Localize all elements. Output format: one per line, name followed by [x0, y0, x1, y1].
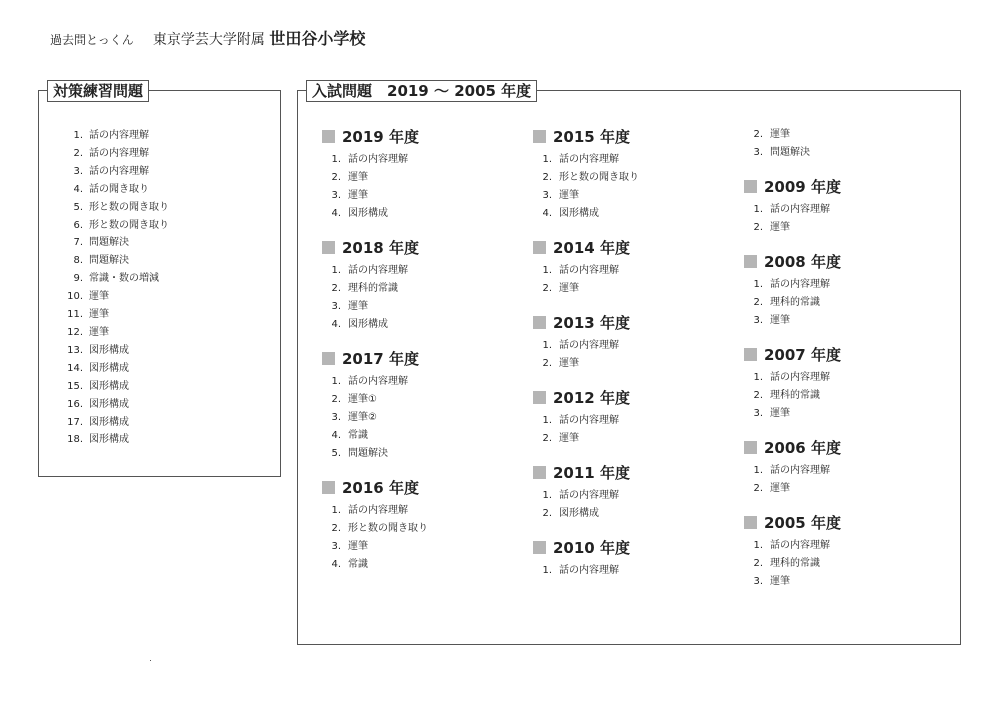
year-items	[749, 537, 944, 591]
item-label: 運筆	[770, 315, 790, 326]
item-label: 運筆	[89, 291, 109, 303]
item-number: 4.	[331, 208, 341, 219]
item-number: 1.	[753, 465, 763, 476]
gray-square-icon	[322, 241, 335, 254]
exam-item	[327, 169, 522, 187]
item-label: 運筆	[770, 129, 790, 140]
item-number: 4.	[331, 319, 341, 330]
year-label: 2008 年度	[764, 253, 841, 271]
item-label: 運筆	[559, 283, 579, 294]
year-label: 2005 年度	[764, 514, 841, 532]
year-items	[327, 151, 522, 223]
exam-item	[538, 355, 733, 373]
exam-item	[327, 538, 522, 556]
year-block	[322, 126, 522, 223]
stray-dot	[150, 660, 151, 661]
year-heading	[744, 344, 944, 366]
gray-square-icon	[533, 241, 546, 254]
year-block	[744, 176, 944, 237]
practice-item	[65, 234, 169, 252]
item-number: 1.	[542, 154, 552, 165]
year-heading	[744, 251, 944, 273]
item-number: 2.	[753, 390, 763, 401]
year-heading	[533, 537, 733, 559]
item-label: 常識	[348, 430, 368, 441]
year-heading	[533, 312, 733, 334]
exam-column-3	[744, 126, 944, 605]
exam-item	[538, 187, 733, 205]
practice-item	[65, 306, 169, 324]
year-label: 2016 年度	[342, 479, 419, 497]
item-label: 図形構成	[89, 362, 129, 374]
exam-item	[327, 373, 522, 391]
exam-item	[327, 298, 522, 316]
item-number: 15.	[67, 380, 83, 392]
year-items	[749, 201, 944, 237]
year-label: 2013 年度	[553, 314, 630, 332]
exam-item	[749, 537, 944, 555]
item-label: 図形構成	[348, 319, 388, 330]
exam-item	[327, 151, 522, 169]
year-label: 2012 年度	[553, 389, 630, 407]
item-label: 運筆	[770, 483, 790, 494]
year-items	[327, 502, 522, 574]
exam-item	[538, 487, 733, 505]
practice-item	[65, 431, 169, 449]
item-number: 2.	[331, 523, 341, 534]
year-items	[749, 369, 944, 423]
year-label: 2018 年度	[342, 239, 419, 257]
exam-item	[327, 205, 522, 223]
year-heading	[744, 437, 944, 459]
item-label: 問題解決	[89, 255, 129, 267]
item-number: 2.	[753, 129, 763, 140]
year-label: 2015 年度	[553, 128, 630, 146]
item-number: 1.	[331, 265, 341, 276]
exam-item	[749, 405, 944, 423]
item-number: 1.	[331, 154, 341, 165]
item-number: 3.	[753, 576, 763, 587]
item-number: 7.	[73, 237, 83, 249]
gray-square-icon	[533, 466, 546, 479]
year-block	[322, 348, 522, 463]
item-label: 運筆①	[348, 394, 377, 405]
item-number: 2.	[542, 433, 552, 444]
practice-problems-box	[38, 82, 281, 477]
year-items	[538, 412, 733, 448]
item-label: 話の内容理解	[89, 147, 149, 159]
item-label: 形と数の聞き取り	[559, 172, 639, 183]
practice-item	[65, 252, 169, 270]
exam-item	[538, 280, 733, 298]
item-label: 運筆	[770, 408, 790, 419]
year-items	[538, 562, 733, 580]
year-block	[533, 462, 733, 523]
year-label: 2011 年度	[553, 464, 630, 482]
exam-item	[327, 502, 522, 520]
item-number: 3.	[753, 408, 763, 419]
practice-item	[65, 396, 169, 414]
item-number: 1.	[542, 565, 552, 576]
year-block	[322, 477, 522, 574]
item-number: 3.	[331, 412, 341, 423]
practice-item	[65, 378, 169, 396]
item-label: 形と数の聞き取り	[89, 219, 169, 231]
item-label: 運筆	[348, 541, 368, 552]
exam-item	[538, 262, 733, 280]
continued-items	[749, 126, 944, 162]
item-label: 図形構成	[348, 208, 388, 219]
year-heading	[322, 348, 522, 370]
school-main-name: 世田谷小学校	[269, 29, 366, 48]
item-number: 1.	[542, 265, 552, 276]
year-items	[749, 276, 944, 330]
exam-item	[749, 276, 944, 294]
exam-item	[749, 144, 944, 162]
item-label: 話の内容理解	[348, 376, 408, 387]
item-number: 17.	[67, 416, 83, 428]
item-number: 3.	[542, 190, 552, 201]
item-label: 問題解決	[89, 237, 129, 249]
year-heading	[322, 237, 522, 259]
item-number: 1.	[542, 415, 552, 426]
item-number: 5.	[331, 448, 341, 459]
item-label: 理科的常識	[348, 283, 398, 294]
item-label: 問題解決	[770, 147, 810, 158]
item-label: 話の内容理解	[770, 204, 830, 215]
year-block	[744, 344, 944, 423]
year-heading	[744, 176, 944, 198]
exam-title: 入試問題 2019 ～ 2005 年度	[306, 80, 537, 102]
year-block	[533, 237, 733, 298]
item-label: 話の内容理解	[559, 265, 619, 276]
item-label: 理科的常識	[770, 390, 820, 401]
year-heading	[533, 126, 733, 148]
exam-item	[749, 126, 944, 144]
item-label: 図形構成	[89, 344, 129, 356]
item-label: 運筆	[770, 576, 790, 587]
item-label: 問題解決	[348, 448, 388, 459]
item-label: 常識	[348, 559, 368, 570]
year-block	[744, 512, 944, 591]
exam-item	[327, 556, 522, 574]
exam-item	[749, 201, 944, 219]
item-number: 1.	[753, 204, 763, 215]
practice-item	[65, 414, 169, 432]
item-label: 図形構成	[89, 416, 129, 428]
page-header	[50, 26, 365, 49]
exam-item	[538, 337, 733, 355]
item-number: 9.	[73, 273, 83, 285]
item-number: 2.	[331, 394, 341, 405]
year-label: 2007 年度	[764, 346, 841, 364]
item-label: 運筆	[770, 222, 790, 233]
practice-item	[65, 163, 169, 181]
item-number: 3.	[331, 190, 341, 201]
gray-square-icon	[744, 255, 757, 268]
practice-title: 対策練習問題	[47, 80, 149, 102]
year-block	[744, 251, 944, 330]
year-label: 2009 年度	[764, 178, 841, 196]
item-label: 運筆	[559, 190, 579, 201]
item-number: 2.	[753, 222, 763, 233]
exam-item	[749, 555, 944, 573]
exam-item	[327, 316, 522, 334]
series-title: 過去問とっくん	[50, 33, 134, 47]
item-label: 話の内容理解	[770, 540, 830, 551]
item-number: 2.	[542, 283, 552, 294]
year-block	[533, 126, 733, 223]
item-number: 1.	[542, 340, 552, 351]
exam-item	[327, 262, 522, 280]
year-heading	[322, 126, 522, 148]
exam-item	[538, 205, 733, 223]
exam-item	[327, 391, 522, 409]
exam-item	[538, 430, 733, 448]
year-label: 2010 年度	[553, 539, 630, 557]
practice-item	[65, 288, 169, 306]
item-label: 話の内容理解	[348, 265, 408, 276]
year-items	[327, 373, 522, 463]
year-label: 2006 年度	[764, 439, 841, 457]
year-items	[749, 462, 944, 498]
practice-item	[65, 270, 169, 288]
practice-item	[65, 324, 169, 342]
exam-column-2	[533, 126, 733, 594]
item-number: 1.	[753, 372, 763, 383]
year-block	[533, 312, 733, 373]
item-label: 話の内容理解	[559, 154, 619, 165]
exam-item	[327, 280, 522, 298]
item-label: 話の内容理解	[348, 154, 408, 165]
gray-square-icon	[744, 441, 757, 454]
item-number: 1.	[73, 130, 83, 141]
item-label: 図形構成	[559, 208, 599, 219]
gray-square-icon	[322, 481, 335, 494]
item-label: 話の内容理解	[89, 165, 149, 177]
item-number: 2.	[753, 558, 763, 569]
gray-square-icon	[533, 130, 546, 143]
exam-item	[749, 480, 944, 498]
exam-item	[749, 387, 944, 405]
item-label: 形と数の聞き取り	[348, 523, 428, 534]
school-prefix: 東京学芸大学附属	[152, 32, 265, 48]
exam-item	[327, 427, 522, 445]
item-number: 3.	[73, 165, 83, 177]
year-items	[327, 262, 522, 334]
item-number: 2.	[542, 358, 552, 369]
item-label: 話の内容理解	[559, 490, 619, 501]
gray-square-icon	[322, 130, 335, 143]
year-heading	[533, 237, 733, 259]
item-number: 4.	[542, 208, 552, 219]
item-label: 運筆	[89, 326, 109, 338]
year-label: 2019 年度	[342, 128, 419, 146]
year-block	[533, 387, 733, 448]
item-number: 4.	[331, 430, 341, 441]
item-number: 14.	[67, 362, 83, 374]
item-number: 4.	[331, 559, 341, 570]
year-items	[538, 487, 733, 523]
item-label: 形と数の聞き取り	[89, 201, 169, 213]
exam-item	[538, 562, 733, 580]
item-label: 図形構成	[89, 380, 129, 392]
item-number: 2.	[542, 508, 552, 519]
item-number: 2.	[753, 297, 763, 308]
item-number: 8.	[73, 255, 83, 267]
item-label: 理科的常識	[770, 558, 820, 569]
item-number: 1.	[331, 505, 341, 516]
item-label: 話の内容理解	[770, 465, 830, 476]
item-number: 1.	[753, 540, 763, 551]
item-label: 運筆	[559, 358, 579, 369]
exam-item	[749, 219, 944, 237]
item-label: 運筆②	[348, 412, 377, 423]
item-number: 2.	[73, 147, 83, 159]
practice-item	[65, 217, 169, 235]
item-number: 2.	[542, 172, 552, 183]
gray-square-icon	[744, 348, 757, 361]
item-number: 1.	[542, 490, 552, 501]
year-heading	[533, 462, 733, 484]
practice-item	[65, 181, 169, 199]
year-label: 2017 年度	[342, 350, 419, 368]
item-number: 12.	[67, 326, 83, 338]
practice-item	[65, 145, 169, 163]
item-number: 13.	[67, 344, 83, 356]
school-name	[152, 29, 366, 48]
item-number: 4.	[73, 183, 83, 195]
item-number: 1.	[331, 376, 341, 387]
item-label: 話の内容理解	[89, 130, 149, 141]
gray-square-icon	[744, 180, 757, 193]
item-number: 10.	[67, 291, 83, 303]
item-label: 話の内容理解	[770, 372, 830, 383]
item-label: 運筆	[348, 172, 368, 183]
exam-item	[749, 369, 944, 387]
item-label: 図形構成	[559, 508, 599, 519]
year-block	[533, 537, 733, 580]
item-number: 2.	[331, 172, 341, 183]
year-heading	[744, 512, 944, 534]
item-number: 3.	[331, 541, 341, 552]
year-items	[538, 262, 733, 298]
item-number: 6.	[73, 219, 83, 231]
exam-column-1	[322, 126, 522, 588]
item-label: 常識・数の増減	[89, 273, 159, 285]
gray-square-icon	[744, 516, 757, 529]
exam-item	[749, 312, 944, 330]
year-items	[538, 337, 733, 373]
exam-item	[538, 151, 733, 169]
item-label: 話の内容理解	[770, 279, 830, 290]
gray-square-icon	[533, 391, 546, 404]
year-heading	[322, 477, 522, 499]
exam-item	[327, 187, 522, 205]
item-label: 運筆	[348, 301, 368, 312]
practice-item	[65, 199, 169, 217]
item-number: 16.	[67, 398, 83, 410]
year-label: 2014 年度	[553, 239, 630, 257]
exam-problems-box	[297, 82, 961, 645]
item-label: 運筆	[559, 433, 579, 444]
practice-item	[65, 127, 169, 145]
gray-square-icon	[322, 352, 335, 365]
item-label: 図形構成	[89, 398, 129, 410]
item-number: 2.	[331, 283, 341, 294]
year-items	[538, 151, 733, 223]
practice-item	[65, 342, 169, 360]
item-label: 話の内容理解	[559, 565, 619, 576]
year-heading	[533, 387, 733, 409]
exam-item	[327, 445, 522, 463]
item-number: 11.	[67, 309, 83, 321]
item-number: 3.	[331, 301, 341, 312]
exam-item	[749, 573, 944, 591]
item-number: 3.	[753, 315, 763, 326]
item-label: 運筆	[89, 309, 109, 321]
gray-square-icon	[533, 316, 546, 329]
exam-item	[749, 462, 944, 480]
item-label: 理科的常識	[770, 297, 820, 308]
item-number: 5.	[73, 201, 83, 213]
item-number: 2.	[753, 483, 763, 494]
exam-item	[327, 409, 522, 427]
practice-list	[65, 127, 169, 449]
item-number: 3.	[753, 147, 763, 158]
exam-item	[538, 412, 733, 430]
item-number: 18.	[67, 434, 83, 446]
item-label: 話の聞き取り	[89, 183, 149, 195]
item-label: 話の内容理解	[559, 415, 619, 426]
item-label: 話の内容理解	[348, 505, 408, 516]
item-label: 図形構成	[89, 434, 129, 446]
practice-item	[65, 360, 169, 378]
year-block	[322, 237, 522, 334]
item-label: 運筆	[348, 190, 368, 201]
exam-item	[538, 169, 733, 187]
exam-item	[538, 505, 733, 523]
exam-item	[327, 520, 522, 538]
year-block	[744, 437, 944, 498]
item-label: 話の内容理解	[559, 340, 619, 351]
gray-square-icon	[533, 541, 546, 554]
exam-item	[749, 294, 944, 312]
item-number: 1.	[753, 279, 763, 290]
